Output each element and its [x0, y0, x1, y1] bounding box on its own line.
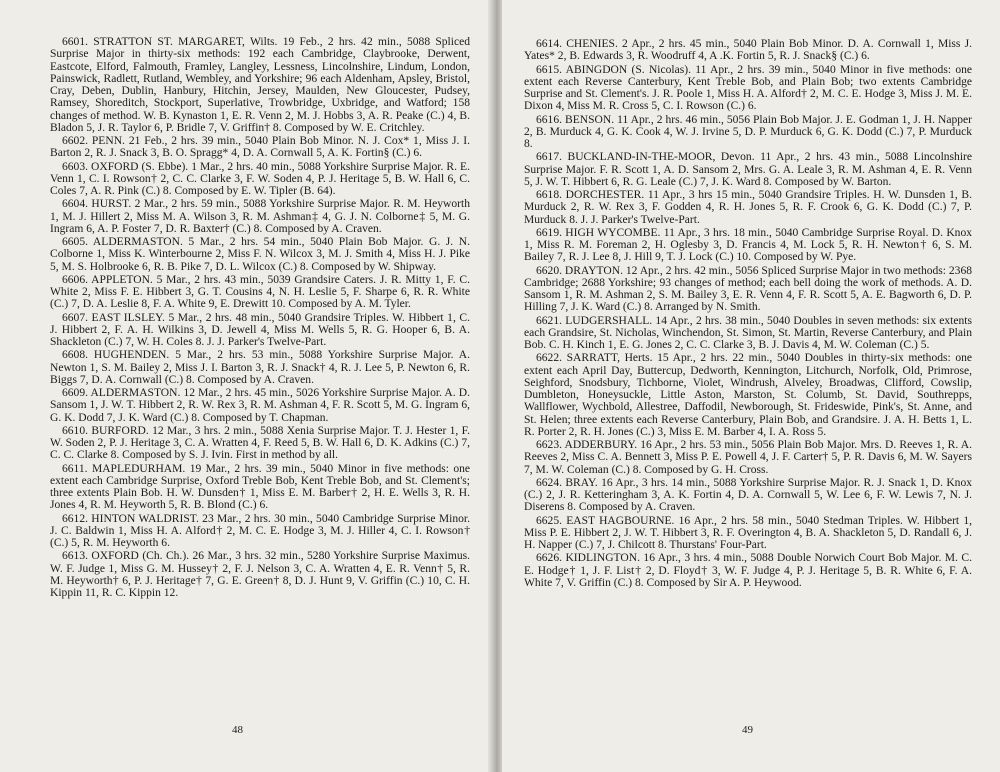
peal-entry: 6615. ABINGDON (S. Nicolas). 11 Apr., 2 hrs. 39 min., 5040 Minor in five methods: one extent each Reverse Canterbury, Kent Treble Bob, and Plain Bob; two extents Cambridge Surprise and St. Clement's. J. R. Poole 1, Miss H. A. Alford† 2, M. C. E. Hodge 3, Miss J. M. E. Dixon 4, Miss M. R. Cross 5, C. I. Rowson (C.) 6. — [524, 63, 972, 113]
peal-entry: 6626. KIDLINGTON. 16 Apr., 3 hrs. 4 min., 5088 Double Norwich Court Bob Major. M. C. E. Hodge† 1, J. F. List† 2, D. Floyd† 3, W. F. Judge 4, P. J. Heritage 5, B. R. White 6, F. A. White 7, V. Griffin (C.) 8. Composed by Sir A. P. Heywood. — [524, 552, 972, 589]
peal-entry: 6618. DORCHESTER. 11 Apr., 3 hrs 15 min., 5040 Grandsire Triples. H. W. Dunsden 1, B. Murduck 2, R. W. Rex 3, F. Godden 4, R. H. Jones 5, R. F. Crook 6, G. K. Dodd (C.) 7, P. Murduck 8. J. J. Parker's Twelve-Part. — [524, 189, 972, 226]
peal-entry: 6608. HUGHENDEN. 5 Mar., 2 hrs. 53 min., 5088 Yorkshire Surprise Major. A. Newton 1, S. M. Bailey 2, Miss J. I. Barton 3, R. J. Snack† 4, R. J. Lee 5, P. Newton 6, R. Biggs 7, D. A. Cornwall (C.) 8. Composed by A. Craven. — [50, 349, 470, 386]
peal-entry: 6617. BUCKLAND-IN-THE-MOOR, Devon. 11 Apr., 2 hrs. 43 min., 5088 Lincolnshire Surprise Major. F. R. Scott 1, A. D. Sansom 2, Mrs. G. A. Leale 3, R. M. Ashman 4, E. R. Venn 5, J. W. T. Hibbert 6, R. G. Leale (C.) 7, J. K. Ward 8. Composed by W. Barton. — [524, 151, 972, 188]
peal-entry: 6610. BURFORD. 12 Mar., 3 hrs. 2 min., 5088 Xenia Surprise Major. T. J. Hester 1, F. W. Soden 2, P. J. Heritage 3, C. A. Wratten 4, F. Reed 5, B. W. Hall 6, D. K. Adkins (C.) 7, C. C. Clarke 8. Composed by S. J. Ivin. First in method by all. — [50, 424, 470, 462]
left-page — [0, 0, 492, 772]
peal-entry: 6620. DRAYTON. 12 Apr., 2 hrs. 42 min., 5056 Spliced Surprise Major in two methods: 2368 Cambridge; 2688 Yorkshire; 93 changes of method; each bell doing the work of methods. A. D. Sansom 1, R. M. Ashman 2, S. M. Bailey 3, E. R. Venn 4, F. R. Scott 5, A. E. Bagworth 6, D. P. Hilling 7, J. K. Ward (C.) 8. Arranged by N. Smith. — [524, 264, 972, 314]
peal-entry: 6621. LUDGERSHALL. 14 Apr., 2 hrs. 38 min., 5040 Doubles in seven methods: six extents each Grandsire, St. Nicholas, Winchendon, St. Simon, St. Martin, Reverse Canterbury, and Plain Bob. C. H. Kinch 1, E. G. Jones 2, C. C. Clarke 3, B. J. Davis 4, M. W. Coleman (C.) 5. — [524, 314, 972, 351]
page-number: 49 — [742, 724, 753, 736]
peal-entry: 6601. STRATTON ST. MARGARET, Wilts. 19 Feb., 2 hrs. 42 min., 5088 Spliced Surprise Major in thirty-six methods: 192 each Cambridge, Claybrooke, Derwent, Eastcote, Elford, Falmouth, Framley, Langley, Lessness, Lincolnshire, Lindum, London, Painswick, Radlett, Rutland, Wembley, and Yorkshire; 96 each Aldenham, Apsley, Bristol, Cray, Deben, Dublin, Hanbury, Hitchin, Jersey, Maulden, New Gloucester, Pudsey, Ramsey, Shoreditch, Stockport, Superlative, Trowbridge, Uxbridge, and Watford; 158 changes of method. W. B. Kynaston 1, E. R. Venn 2, M. J. Hobbs 3, A. R. Peake (C.) 4, B. Bladon 5, J. R. Taylor 6, P. Bridle 7, V. Griffin† 8. Composed by W. E. Critchley. — [50, 36, 470, 134]
peal-entry: 6624. BRAY. 16 Apr., 3 hrs. 14 min., 5088 Yorkshire Surprise Major. R. J. Snack 1, D. Knox (C.) 2, J. R. Ketteringham 3, A. K. Fortin 4, D. A. Cornwall 5, W. Lee 6, F. W. Lewis 7, N. J. Diserens 8. Composed by A. Craven. — [524, 476, 972, 514]
peal-entry: 6619. HIGH WYCOMBE. 11 Apr., 3 hrs. 18 min., 5040 Cambridge Surprise Royal. D. Knox 1, Miss R. M. Foreman 2, H. Oglesby 3, D. Francis 4, M. Lock 5, R. H. Newton† 6, S. M. Bailey 7, R. J. Lee 8, J. Hill 9, T. J. Lock (C.) 10. Composed by W. Pye. — [524, 226, 972, 264]
peal-entry: 6604. HURST. 2 Mar., 2 hrs. 59 min., 5088 Yorkshire Surprise Major. R. M. Heyworth 1, M. J. Hillert 2, Miss M. A. Wilson 3, R. M. Ashman‡ 4, G. J. N. Colborne‡ 5, M. G. Ingram 6, A. P. Foster 7, D. R. Baxter† (C.) 8. Composed by A. Craven. — [50, 198, 470, 235]
page-number: 48 — [232, 724, 243, 736]
right-page-entries — [524, 38, 972, 589]
peal-entry: 6623. ADDERBURY. 16 Apr., 2 hrs. 53 min., 5056 Plain Bob Major. Mrs. D. Reeves 1, R. A. Reeves 2, Miss C. A. Bennett 3, Miss P. E. Powell 4, J. F. Carter† 5, P. R. Davis 6, M. W. Sayers 7, M. W. Coleman (C.) 8. Composed by G. H. Cross. — [524, 439, 972, 476]
peal-entry: 6609. ALDERMASTON. 12 Mar., 2 hrs. 45 min., 5026 Yorkshire Surprise Major. A. D. Sansom 1, J. W. T. Hibbert 2, R. W. Rex 3, R. M. Ashman 4, F. R. Scott 5, M. G. Ingram 6, G. K. Dodd 7, J. K. Ward (C.) 8. Composed by T. Chapman. — [50, 387, 470, 424]
peal-entry: 6622. SARRATT, Herts. 15 Apr., 2 hrs. 22 min., 5040 Doubles in thirty-six methods: one extent each April Day, Buttercup, Dedworth, Kennington, Litchurch, Norfolk, Old, Primrose, Seighford, Snodsbury, Tichborne, Violet, Windrush, Alveley, Broadwas, Clifford, Cowslip, Dumbleton, Honeysuckle, Little Aston, Marston, St. Columb, St. David, Southrepps, Wallflower, Wychbold, Allestree, Daffodil, Newborough, St. Frideswide, Pink's, St. Anne, and St. Helen; three extents each Reverse Canterbury, Plain Bob, and Grandsire. J. A. H. Betts 1, L. R. Porter 2, R. H. Jones (C.) 3, Miss E. M. Barber 4, I. A. Ross 5. — [524, 352, 972, 438]
peal-entry: 6613. OXFORD (Ch. Ch.). 26 Mar., 3 hrs. 32 min., 5280 Yorkshire Surprise Maximus. W. F. Judge 1, Miss G. M. Hussey† 2, F. J. Nelson 3, C. A. Wratten 4, E. R. Venn† 5, R. M. Heyworth† 6, P. J. Heritage† 7, G. E. Green† 8, D. J. Hunt 9, V. Griffin (C.) 10, C. H. Kippin 11, R. C. Kippin 12. — [50, 550, 470, 599]
right-page — [502, 0, 1000, 772]
peal-entry: 6616. BENSON. 11 Apr., 2 hrs. 46 min., 5056 Plain Bob Major. J. E. Godman 1, J. H. Napper 2, B. Murduck 4, G. K. Cook 4, W. J. Irvine 5, D. P. Murduck 6, G. K. Dodd (C.) 7, P. Murduck 8. — [524, 113, 972, 150]
peal-entry: 6606. APPLETON. 5 Mar., 2 hrs. 43 min., 5039 Grandsire Caters. J. R. Mitty 1, F. C. White 2, Miss F. E. Hibbert 3, G. T. Cousins 4, N. H. Leslie 5, F. Sharpe 6, R. R. White (C.) 7, D. A. Leslie 8, F. A. White 9, E. Drewitt 10. Composed by A. M. Tyler. — [50, 273, 470, 311]
left-page-entries — [50, 36, 470, 599]
peal-entry: 6612. HINTON WALDRIST. 23 Mar., 2 hrs. 30 min., 5040 Cambridge Surprise Minor. J. C. Baldwin 1, Miss H. A. Alford† 2, M. C. E. Hodge 3, M. J. Hiller 4, C. I. Rowson† (C.) 5, R. M. Heyworth 6. — [50, 512, 470, 549]
peal-entry: 6614. CHENIES. 2 Apr., 2 hrs. 45 min., 5040 Plain Bob Minor. D. A. Cornwall 1, Miss J. Yates* 2, B. Edwards 3, R. Woodruff 4, A .K. Fortin 5, R. J. Snack§ (C.) 6. — [524, 38, 972, 63]
peal-entry: 6603. OXFORD (S. Ebbe). 1 Mar., 2 hrs. 40 min., 5088 Yorkshire Surprise Major. R. E. Venn 1, C. I. Rowson† 2, C. C. Clarke 3, F. W. Soden 4, P. J. Heritage 5, B. W. Hall 6, C. Coles 7, A. R. Pink (C.) 8. Composed by E. W. Tipler (B. 64). — [50, 160, 470, 197]
peal-entry: 6605. ALDERMASTON. 5 Mar., 2 hrs. 54 min., 5040 Plain Bob Major. G. J. N. Colborne 1, Miss K. Winterbourne 2, Miss F. N. Wilcox 3, M. J. Smith 4, Miss H. J. Pike 5, M. S. Holbrooke 6, R. B. Pike 7, D. L. Wilcox (C.) 8. Composed by W. Shipway. — [50, 236, 470, 273]
peal-entry: 6602. PENN. 21 Feb., 2 hrs. 39 min., 5040 Plain Bob Minor. N. J. Cox* 1, Miss J. I. Barton 2, R. J. Snack 3, B. O. Spragg* 4, D. A. Cornwall 5, A. K. Fortin§ (C.) 6. — [50, 135, 470, 160]
peal-entry: 6625. EAST HAGBOURNE. 16 Apr., 2 hrs. 58 min., 5040 Stedman Triples. W. Hibbert 1, Miss P. E. Hibbert 2, J. W. T. Hibbert 3, R. F. Overington 4, B. A. Shackleton 5, D. Randall 6, J. H. Napper (C.) 7, J. Chilcott 8. Thurstans' Four-Part. — [524, 514, 972, 551]
peal-entry: 6611. MAPLEDURHAM. 19 Mar., 2 hrs. 39 min., 5040 Minor in five methods: one extent each Cambridge Surprise, Oxford Treble Bob, Kent Treble Bob, and St. Clement's; three extents Plain Bob. H. W. Dunsden† 1, Miss E. M. Barber† 2, H. E. Wells 3, R. H. Jones 4, R. M. Heyworth 5, R. B. Blond (C.) 6. — [50, 462, 470, 512]
peal-entry: 6607. EAST ILSLEY. 5 Mar., 2 hrs. 48 min., 5040 Grandsire Triples. W. Hibbert 1, C. J. Hibbert 2, F. A. H. Wilkins 3, D. Jewell 4, Miss M. Wells 5, R. G. Hooper 6, B. A. Shackleton (C.) 7, W. H. Coles 8. J. J. Parker's Twelve-Part. — [50, 311, 470, 348]
